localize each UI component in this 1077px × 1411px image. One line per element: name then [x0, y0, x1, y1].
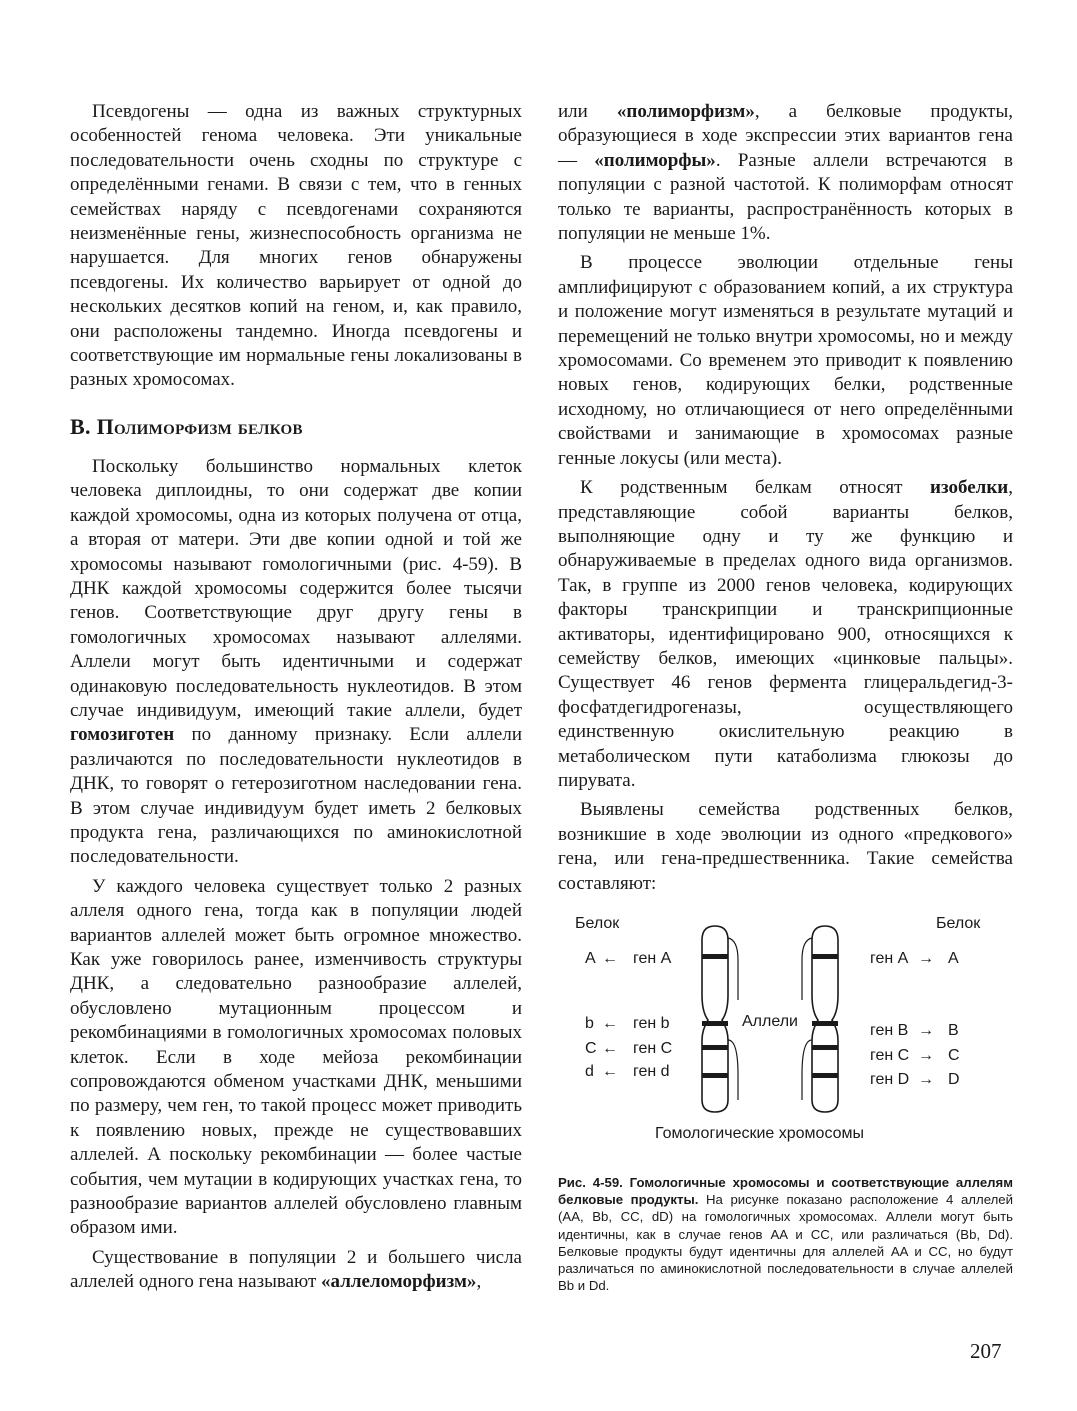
paragraph-allele-variants: У каждого человека существует только 2 разных аллеля одного гена, тогда как в популяции людей вариантов аллелей может быть огромное множество. Как уже говорилось ранее, изменчивость структуры ДНК, а следовательно разнообразие аллелей, обусловлено мутационным процессом и рекомбинациями в гомологичных хромосомах половых клеток. Если в ходе мейоза рекомбинации сопровождаются обменом участками ДНК, меньшими по размеру, чем ген, то такой процесс может приводить к появлению новых, прежде не существовавших аллелей. А поскольку рекомбинации — более частые события, чем мутации в кодирующих участках гена, то разнообразие вариантов аллелей обусловлено главным образом ими.	[70, 875, 522, 1239]
paragraph-protein-families: Выявлены семейства родственных белков, возникшие в ходе эволюции из одного «предкового» гена, или гена-предшественника. Такие семейства составляют:	[558, 799, 1013, 894]
figure-caption	[558, 1174, 1013, 1294]
arrow-left-icon: ←	[602, 1040, 618, 1057]
gene-b-left: ген b	[633, 1015, 670, 1032]
arrow-left-icon: ←	[602, 1015, 618, 1032]
label-protein-left: Белок	[575, 915, 620, 932]
gene-a-left: ген A	[633, 950, 672, 967]
gene-d-left: ген d	[633, 1063, 670, 1080]
chromosome-left	[702, 926, 738, 1112]
protein-c-left: C	[585, 1040, 597, 1057]
gene-d-right: ген D	[870, 1071, 910, 1088]
term-allelomorphism: «аллеломорфизм»	[321, 1271, 477, 1293]
paragraph-homologous: Поскольку большинство нормальных клеток человека диплоидны, то они содержат две копии каждой хромосомы, одна из которых получена от отца, а вторая от матери. Эти две копии одной и той же хромосомы называют гомологичными (рис. 4-59). В ДНК каждой хромосомы содержится более тысячи генов. Соответствующие друг другу гены в гомологичных хромосомах называют аллелями. Аллели могут быть идентичными и содержат одинаковую последовательность нуклеотидов. В этом случае индивидуум, имеющий такие аллели, будет гомозиготен по данному признаку. Если аллели различаются по последовательности нуклеотидов в ДНК, то говорят о гетерозиготном наследовании гена. В этом случае индивидуум будет иметь 2 белковых продукта гена, различающихся по аминокислотной последовательности.	[70, 455, 522, 868]
gene-c-left: ген C	[633, 1040, 673, 1057]
left-column	[70, 100, 522, 1295]
gene-a-right: ген A	[870, 950, 909, 967]
protein-d-left: d	[585, 1063, 594, 1080]
page-number: 207	[970, 1339, 1002, 1363]
protein-b-right: B	[948, 1022, 959, 1039]
caption-text: На рисунке показано расположение 4 аллелей (AA, Bb, CC, dD) на гомологичных хромосомах. Аллели могут быть идентичны, как в случае генов AA и CC, или различаться (Bb, Dd). Белковые продукты будут идентичны для аллелей AA и CC, но будут различаться по аминокислотной последовательности в случае аллелей Bb и Dd.	[558, 1192, 1013, 1294]
paragraph-polymorphism: или «полиморфизм», а белковые продукты, образующиеся в ходе экспрессии этих вариантов гена — «полиморфы». Разные аллели встречаются в популяции с разной частотой. К полиморфам относят только те варианты, распространённость которых в популяции не меньше 1%.	[558, 101, 1014, 245]
term-polymorphs: «полиморфы»	[594, 149, 716, 171]
term-homozygous: гомозиготен	[70, 724, 175, 746]
section-heading: В. Полиморфизм белков	[70, 413, 303, 439]
label-alleles: Аллели	[742, 1013, 798, 1030]
right-column	[558, 100, 1013, 896]
protein-a-right: A	[948, 950, 959, 967]
gene-c-right: ген C	[870, 1047, 910, 1064]
paragraph-evolution: В процессе эволюции отдельные гены амплифицируют с образованием копий, а их структура и положение могут изменяться в результате мутаций и перемещений не только внутри хромосомы, но и между хромосомами. Со временем это приводит к появлению новых генов, кодирующих белки, родственные исходному, но отличающиеся от него определёнными свойствами и занимающие в хромосомах разные генные локусы (или места).	[558, 252, 1013, 469]
protein-d-right: D	[948, 1071, 960, 1088]
arrow-right-icon: →	[918, 1047, 934, 1064]
chromosome-right	[802, 926, 838, 1112]
term-polymorphism: «полиморфизм»	[616, 101, 755, 122]
chromosome-diagram	[560, 900, 1020, 1155]
protein-c-right: C	[948, 1047, 960, 1064]
arrow-right-icon: →	[918, 1022, 934, 1039]
arrow-right-icon: →	[918, 1071, 934, 1088]
caption-title: Рис. 4-59. Гомологичные хромосомы и соответствующие аллелям белковые продукты.	[558, 1175, 1013, 1208]
gene-b-right: ген B	[870, 1022, 909, 1039]
protein-b-left: b	[585, 1015, 594, 1032]
arrow-right-icon: →	[918, 950, 934, 967]
arrow-left-icon: ←	[602, 950, 618, 967]
protein-a-left: A	[585, 950, 596, 967]
term-isoproteins: изобелки	[930, 477, 1009, 499]
figure-homologous-chromosomes	[560, 900, 1020, 1155]
paragraph-allelomorphism: Существование в популяции 2 и большего числа аллелей одного гена называют «аллеломорфизм»,	[70, 1246, 522, 1293]
label-homologous-chromosomes: Гомологические хромосомы	[655, 1125, 865, 1142]
label-protein-right: Белок	[936, 915, 981, 932]
arrow-left-icon: ←	[602, 1063, 618, 1080]
paragraph-pseudogenes: Псевдогены — одна из важных структурных особенностей генома человека. Эти уникальные последовательности очень сходны по структуре с определёнными генами. В связи с тем, что в генных семействах наряду с псевдогенами сохраняются неизменённые гены, жизнеспособность организма не нарушается. Для многих генов обнаружены псевдогены. Их количество варьирует от одной до нескольких десятков копий на геном, и, как правило, они расположены тандемно. Иногда псевдогены и соответствующие им нормальные гены локализованы в разных хромосомах.	[70, 101, 522, 391]
paragraph-isoproteins: К родственным белкам относят изобелки, представляющие собой варианты белков, выполняющие одну и ту же функцию и обнаруживаемые в пределах одного вида организмов. Так, в группе из 2000 генов человека, кодирующих факторы транскрипции и транскрипционные активаторы, идентифицировано 900, относящихся к семейству белков, имеющих «цинковые пальцы». Существует 46 генов фермента глицеральдегид-3-фосфатдегидрогеназы, осуществляющего единственную окислительную реакцию в метаболическом пути катаболизма глюкозы до пирувата.	[558, 477, 1013, 791]
